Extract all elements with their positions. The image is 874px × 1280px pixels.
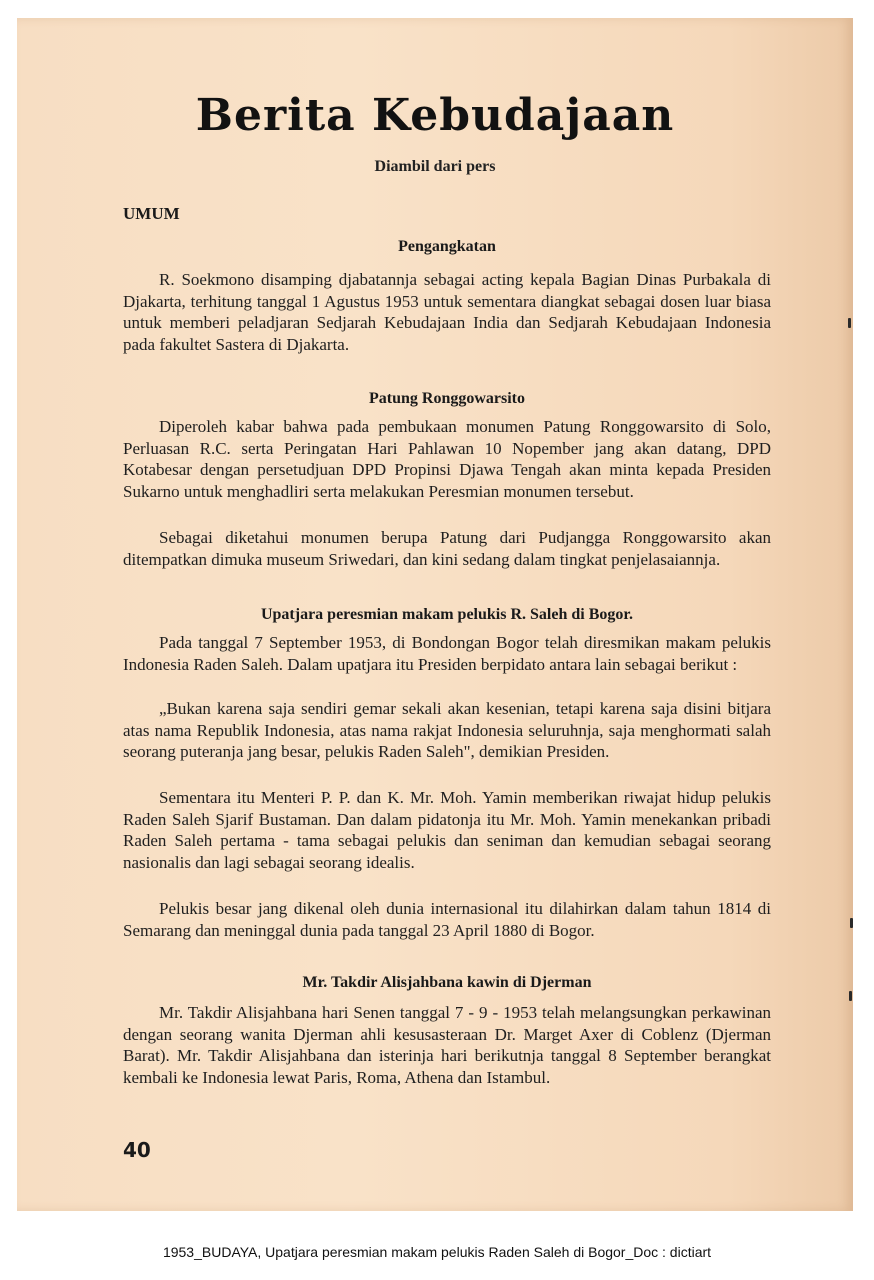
ink-speck bbox=[849, 991, 852, 1001]
article-paragraph: Pada tanggal 7 September 1953, di Bondongan Bogor telah diresmikan makam pelukis Indonesia Raden Saleh. Dalam upatjara itu Presiden berpidato antara lain sebagai berikut : bbox=[123, 633, 771, 674]
ink-speck bbox=[848, 318, 851, 328]
article-paragraph: Sementara itu Menteri P. P. dan K. Mr. Moh. Yamin memberikan riwajat hidup pelukis Raden Saleh Sjarif Bustaman. Dan dalam pidatonja itu Mr. Moh. Yamin menekankan pribadi Raden Saleh pertama - tama sebagai pelukis dan seniman dan kemudian sebagai seorang nasionalis dan lagi sebagai seorang idealis. bbox=[123, 788, 771, 872]
article-heading: Upatjara peresmian makam pelukis R. Saleh di Bogor. bbox=[260, 606, 634, 623]
article-paragraph: Sebagai diketahui monumen berupa Patung dari Pudjangga Ronggowarsito akan ditempatkan dimuka museum Sriwedari, dan kini sedang dalam tingkat penjelasaiannja. bbox=[123, 528, 771, 569]
article-paragraph: Diperoleh kabar bahwa pada pembukaan monumen Patung Ronggowarsito di Solo, Perluasan R.C. serta Peringatan Hari Pahlawan 10 Nopember jang akan datang, DPD Kotabesar dengan persetudjuan DPD Propinsi Djawa Tengah akan minta kepada Presiden Sukarno untuk menghadliri serta melakukan Peresmian monumen tersebut. bbox=[123, 417, 771, 501]
image-caption: 1953_BUDAYA, Upatjara peresmian makam pelukis Raden Saleh di Bogor_Doc : dictiart bbox=[162, 1244, 712, 1260]
article-paragraph: „Bukan karena saja sendiri gemar sekali akan kesenian, tetapi karena saja disini bitjara atas nama Republik Indonesia, atas nama rakjat Indonesia seluruhnja, saja menghormati salah seorang puteranja jang besar, pelukis Raden Saleh", demikian Presiden. bbox=[123, 699, 771, 761]
article-paragraph: Pelukis besar jang dikenal oleh dunia internasional itu dilahirkan dalam tahun 1814 di Semarang dan meninggal dunia pada tanggal 23 April 1880 di Bogor. bbox=[123, 899, 771, 940]
article-heading: Mr. Takdir Alisjahbana kawin di Djerman bbox=[302, 974, 592, 991]
article-paragraph: Mr. Takdir Alisjahbana hari Senen tanggal 7 - 9 - 1953 telah melangsungkan perkawinan dengan seorang wanita Djerman ahli kesusasteraan Dr. Marget Axer di Coblenz (Djerman Barat). Mr. Takdir Alisjahbana dan isterinja hari berikutnja tanggal 8 September berangkat kembali ke Indonesia lewat Paris, Roma, Athena dan Istambul. bbox=[123, 1003, 771, 1087]
ink-speck bbox=[850, 918, 853, 928]
article-heading: Pengangkatan bbox=[398, 238, 496, 255]
page-subtitle: Diambil dari pers bbox=[374, 158, 496, 175]
scanned-page bbox=[17, 18, 853, 1211]
section-label: UMUM bbox=[123, 204, 180, 223]
page-number: 40 bbox=[123, 1138, 151, 1162]
article-heading: Patung Ronggowarsito bbox=[368, 390, 525, 407]
page-title: Berita Kebudajaan bbox=[195, 90, 675, 141]
article-paragraph: R. Soekmono disamping djabatannja sebagai acting kepala Bagian Dinas Purbakala di Djakarta, terhitung tanggal 1 Agustus 1953 untuk sementara diangkat sebagai dosen luar biasa untuk memberi peladjaran Sedjarah Kebudajaan India dan Sedjarah Kebudajaan Indonesia pada fakultet Sastera di Djakarta. bbox=[123, 270, 771, 354]
